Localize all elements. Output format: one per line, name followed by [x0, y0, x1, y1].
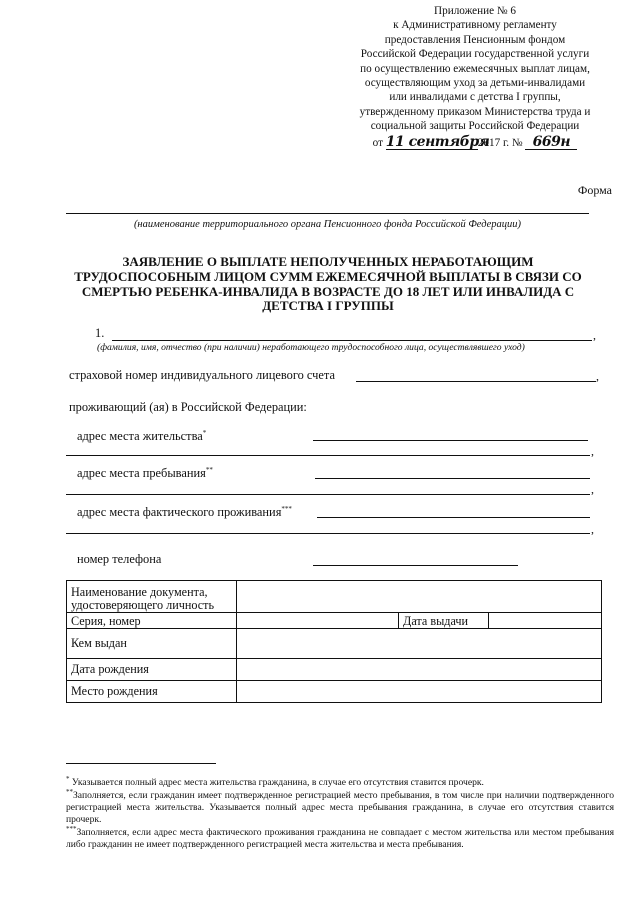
- order-date-line: [330, 135, 620, 150]
- birth-place-cell[interactable]: [237, 681, 602, 703]
- appendix-line: осуществляющим уход за детьми-инвалидами: [364, 77, 586, 90]
- appendix-line: Приложение № 6: [434, 5, 516, 17]
- snils-field[interactable]: [356, 381, 596, 382]
- appendix-line: к Административному регламенту: [393, 19, 557, 32]
- address-stay-field[interactable]: [315, 478, 590, 479]
- comma: ,: [591, 522, 594, 536]
- address-actual-label: адрес места фактического проживания***: [77, 505, 292, 520]
- residing-label: проживающий (ая) в Российской Федерации:: [69, 400, 307, 414]
- phone-label: номер телефона: [77, 552, 162, 566]
- address-stay-field-line2[interactable]: [66, 494, 590, 495]
- series-cell[interactable]: [237, 613, 399, 629]
- handwritten-number: 669н: [525, 135, 577, 150]
- title-line: СМЕРТЬЮ РЕБЕНКА-ИНВАЛИДА В ВОЗРАСТЕ ДО 18 ЛЕТ ИЛИ ИНВАЛИДА С: [81, 283, 575, 299]
- footnote-3: ***Заполняется, если адрес места фактического проживания гражданина не совпадает с местом жительства или местом пребывания либо гражданин не имеет подтвержденного регистрацией места жительства и места пребывания.: [66, 825, 614, 851]
- org-caption: (наименование территориального органа Пенсионного фонда Российской Федерации): [133, 219, 522, 230]
- year-number-label: 2017 г. №: [477, 136, 523, 149]
- appendix-line: утвержденному приказом Министерства труда и: [359, 105, 591, 118]
- title-line: ТРУДОСПОСОБНЫМ ЛИЦОМ СУММ ЕЖЕМЕСЯЧНОЙ ВЫПЛАТЫ В СВЯЗИ СО: [74, 268, 582, 284]
- appendix-line: Российской Федерации государственной услуги: [360, 48, 590, 61]
- appendix-line: по осуществлению ежемесячных выплат лицам,: [360, 62, 590, 75]
- title-line: ДЕТСТВА I ГРУППЫ: [262, 298, 394, 314]
- appendix-line: социальной защиты Российской Федерации: [370, 120, 580, 133]
- doc-name-cell[interactable]: [237, 581, 602, 613]
- item-number: 1.: [95, 326, 105, 340]
- comma: ,: [591, 444, 594, 458]
- birth-place-label: Место рождения: [67, 681, 237, 703]
- title-line: ЗАЯВЛЕНИЕ О ВЫПЛАТЕ НЕПОЛУЧЕННЫХ НЕРАБОТАЮЩИМ: [122, 254, 534, 269]
- phone-field[interactable]: [313, 565, 518, 566]
- address-actual-field[interactable]: [317, 517, 590, 518]
- address-residence-field-line2[interactable]: [66, 455, 590, 456]
- birth-date-cell[interactable]: [237, 659, 602, 681]
- issued-by-cell[interactable]: [237, 629, 602, 659]
- appendix-header: [330, 4, 620, 150]
- address-residence-field[interactable]: [313, 440, 588, 441]
- comma: ,: [591, 482, 594, 496]
- document-title: [60, 255, 596, 314]
- issued-by-label: Кем выдан: [67, 629, 237, 659]
- handwritten-date: 11 сентября: [385, 133, 490, 150]
- address-stay-label: адрес места пребывания**: [77, 466, 213, 481]
- comma: ,: [596, 369, 599, 383]
- appendix-line: предоставления Пенсионным фондом: [384, 33, 566, 46]
- appendix-line: или инвалидами с детства I группы,: [389, 91, 561, 104]
- identity-document-table: [66, 580, 602, 703]
- comma: ,: [593, 328, 596, 342]
- series-label: Серия, номер: [67, 613, 237, 629]
- date-prefix: от: [372, 136, 383, 149]
- doc-name-label: Наименование документа, удостоверяющего личность: [67, 581, 237, 613]
- footnote-2: **Заполняется, если гражданин имеет подтвержденное регистрацией место пребывания, в том числе при наличии подтвержденного регистрацией места жительства. Указывается полный адрес места пребывания гражданина, в случае его отсутствия ставится прочерк.: [66, 788, 614, 826]
- address-residence-label: адрес места жительства*: [77, 429, 207, 444]
- issue-date-label: Дата выдачи: [399, 613, 489, 629]
- org-name-field[interactable]: [66, 213, 589, 214]
- address-actual-field-line2[interactable]: [66, 533, 590, 534]
- issue-date-cell[interactable]: [489, 613, 602, 629]
- birth-date-label: Дата рождения: [67, 659, 237, 681]
- fio-caption: (фамилия, имя, отчество (при наличии) неработающего трудоспособного лица, осуществлявшего уход): [97, 342, 525, 353]
- footnote-1: * Указывается полный адрес места жительства гражданина, в случае его отсутствия ставится прочерк.: [66, 775, 484, 789]
- fio-field[interactable]: [112, 340, 592, 341]
- snils-label: страховой номер индивидуального лицевого счета: [69, 368, 335, 382]
- footnote-divider: [66, 763, 216, 764]
- form-label: Форма: [577, 183, 612, 197]
